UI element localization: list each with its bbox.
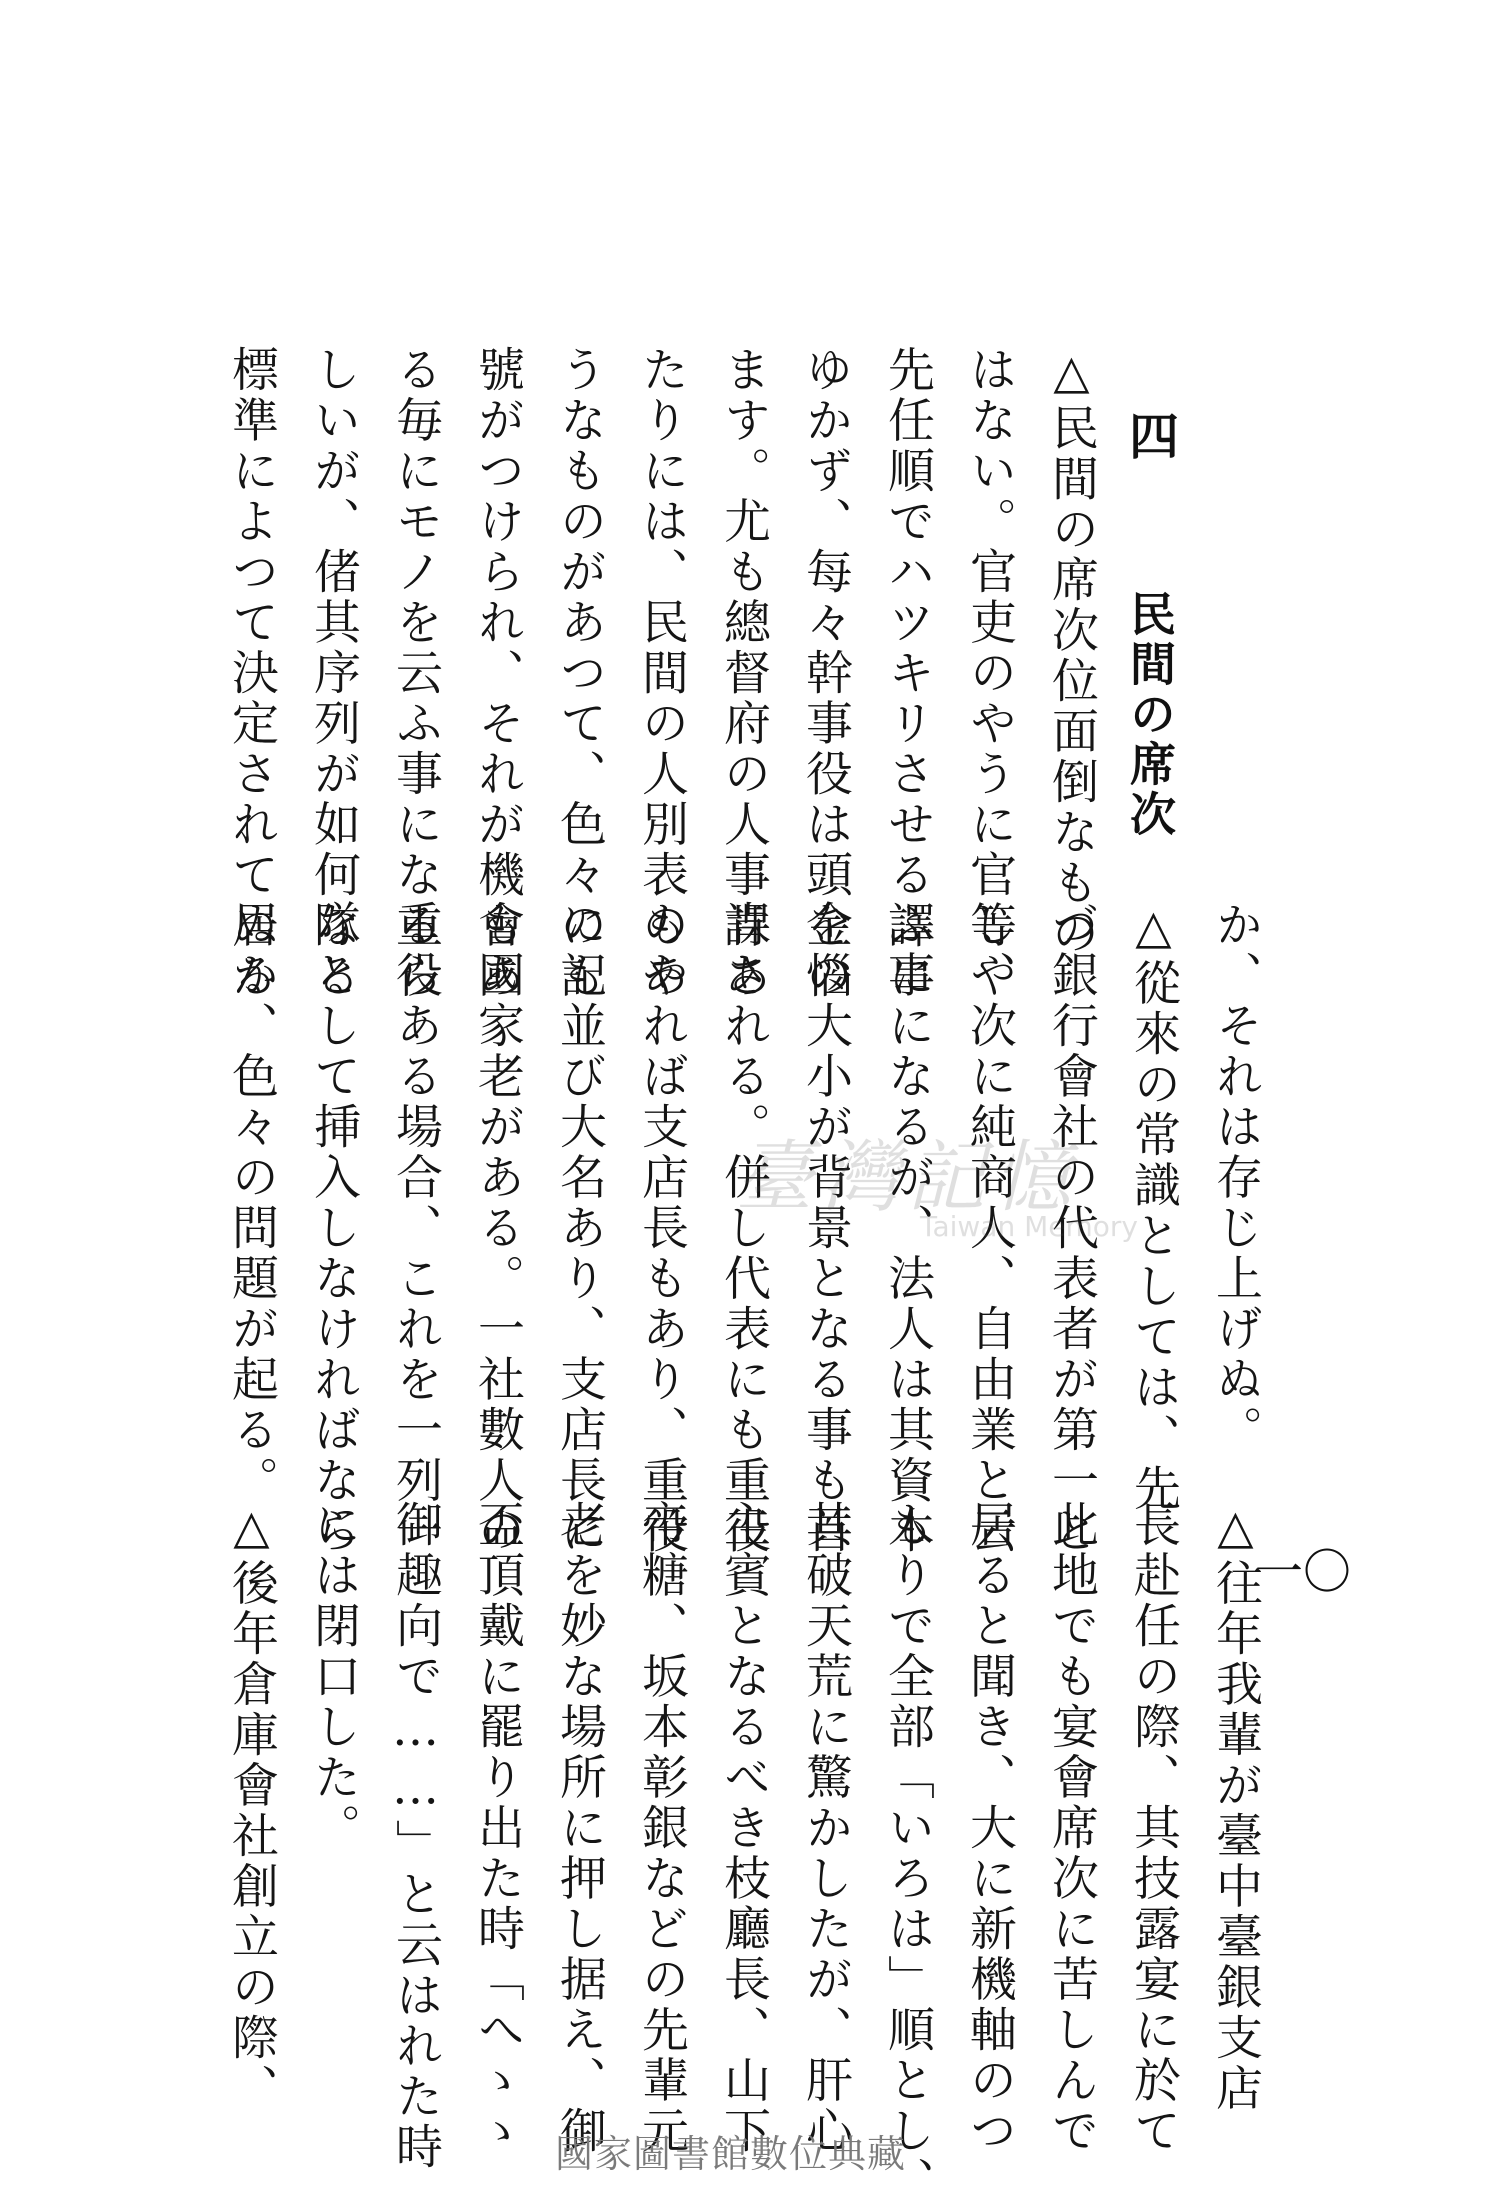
text-line: 長赴任の際、其技露宴に於て xyxy=(1126,1500,1181,2157)
text-line: 老を妙な場所に押し据え、御 xyxy=(552,1500,607,2157)
text-line: 重役ある場合、これを一列一 xyxy=(388,900,443,1557)
text-line: る毎にモノを云ふ事になるら xyxy=(388,345,443,1002)
text-line: も國家老がある。一社數人の xyxy=(470,900,525,1557)
text-line: ぬか、色々の問題が起る。 xyxy=(224,900,279,1506)
text-line: もあれば支店長もあり、重役 xyxy=(634,900,689,1557)
text-line: 先任順でハツキリさせる譯に xyxy=(880,345,935,1002)
text-line: 帝糖、坂本彰銀などの先輩元 xyxy=(634,1500,689,2157)
text-line: △後年倉庫會社創立の際、 xyxy=(224,1500,279,2114)
text-line: ます。尤も總督府の人事課あ xyxy=(716,345,771,1002)
chapter-title: 民間の席次 xyxy=(1123,590,1177,840)
text-line: 盃頂戴に罷り出た時「へゝゝ xyxy=(470,1500,525,2157)
text-line: にも並び大名あり、支店長に xyxy=(552,900,607,1557)
text-line: △民間の席次位面倒なもの xyxy=(1044,345,1099,959)
text-line: △往年我輩が臺中臺銀支店 xyxy=(1208,1500,1263,2114)
text-line: 主賓となるべき枝廳長、山下 xyxy=(716,1500,771,2157)
text-line: 標準によつて決定されて居る xyxy=(224,345,279,1002)
text-line: △從來の常識としては、先 xyxy=(1126,900,1181,1514)
text-line: 居ると聞き、大に新機軸のつ xyxy=(962,1500,1017,2157)
text-line: 號がつけられ、それが機會あ xyxy=(470,345,525,1002)
text-line: 金の大小が背景となる事も首 xyxy=(798,900,853,1557)
chapter-number: 四 xyxy=(1121,410,1179,460)
text-line: 其破天荒に驚かしたが、肝心 xyxy=(798,1500,853,2157)
text-line: たりには、民間の人別表のや xyxy=(634,345,689,1002)
text-line: しいが、偖其序列が如何なる xyxy=(306,345,361,1002)
text-line: か、それは存じ上げぬ。 xyxy=(1208,900,1263,1456)
text-line: づ銀行會社の代表者が第一と xyxy=(1044,900,1099,1557)
watermark-subtitle: Taiwan Memory xyxy=(920,1210,1138,1243)
text-block-top xyxy=(210,345,1112,1002)
text-line: ゆかず、每々幹事役は頭を惱 xyxy=(798,345,853,1002)
watermark-title: 臺灣記憶 xyxy=(735,1133,1080,1223)
archive-footer: 國家圖書館數位典藏 xyxy=(555,2132,907,2176)
text-line: 肯される。併し代表にも重役 xyxy=(716,900,771,1557)
page-number: 一〇 xyxy=(1255,1544,1352,1600)
text-line: 御趣向で……」と云はれた時 xyxy=(388,1500,443,2173)
text-line: し、次に純商人、自由業と云 xyxy=(962,900,1017,1557)
text-line: はない。官吏のやうに官等や xyxy=(962,345,1017,1002)
text-line: 此地でも宴會席次に苦しんで xyxy=(1044,1500,1099,2157)
text-line: うなものがあつて、色々の記 xyxy=(552,345,607,1002)
text-block-middle xyxy=(210,900,1276,1557)
text-line: には閉口した。 xyxy=(306,1500,361,1854)
chapter-heading xyxy=(1121,410,1179,840)
text-line: ふ事になるが、法人は其資本 xyxy=(880,900,935,1557)
text-line: 隊として挿入しなければなら xyxy=(306,900,361,1557)
text-line: もりで全部「いろは」順とし、 xyxy=(880,1500,935,2207)
